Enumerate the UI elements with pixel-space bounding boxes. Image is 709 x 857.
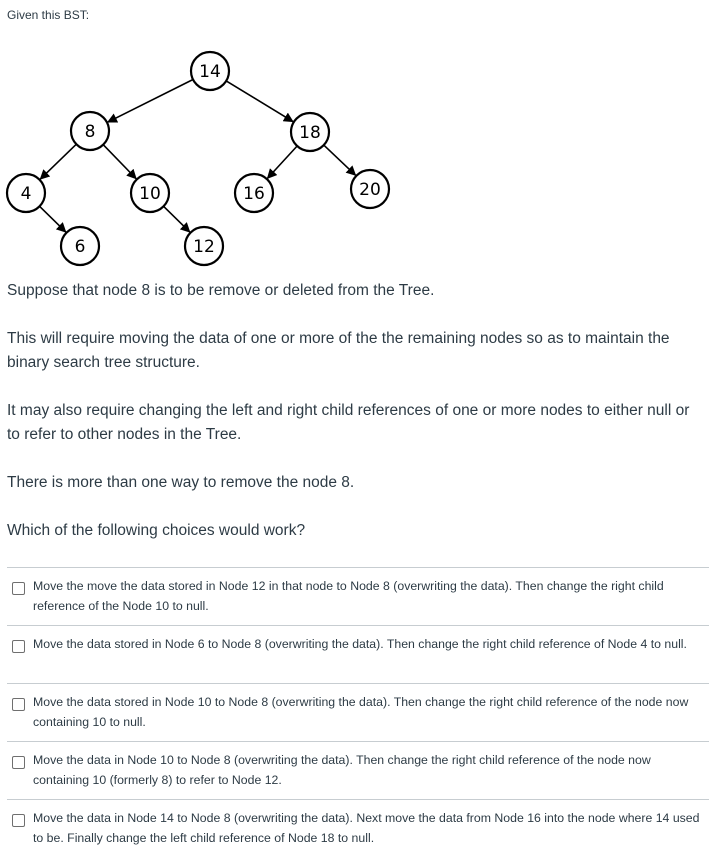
- answer-text: Move the move the data stored in Node 12 in that node to Node 8 (overwriting the data). Then change the right child reference of the Node 10 to null.: [33, 579, 664, 613]
- question-paragraph-move-data: This will require moving the data of one or more of the the remaining nodes so as to maintain the binary search tree structure.: [7, 330, 670, 371]
- edge-14-to-18: [226, 81, 293, 122]
- tree-node-label: 8: [84, 122, 96, 142]
- tree-node-label: 6: [74, 237, 86, 257]
- tree-node-label: 20: [359, 180, 381, 200]
- tree-node-8: [71, 112, 109, 150]
- edge-8-to-4: [40, 144, 76, 179]
- question-intro: Given this BST:: [7, 8, 90, 22]
- edge-4-to-6: [40, 206, 66, 232]
- answer-option-5[interactable]: [7, 799, 709, 857]
- question-paragraph-more-than-one: There is more than one way to remove the node 8.: [7, 474, 355, 491]
- question-prompt: Which of the following choices would work?: [7, 522, 306, 539]
- answer-checkbox[interactable]: [12, 756, 25, 769]
- answer-list: [7, 567, 709, 857]
- tree-node-6: [61, 227, 99, 265]
- tree-node-18: [291, 113, 329, 151]
- tree-node-20: [351, 170, 389, 208]
- answer-checkbox[interactable]: [12, 814, 25, 827]
- tree-node-label: 16: [243, 184, 265, 204]
- tree-node-14: [191, 52, 229, 90]
- tree-node-label: 4: [20, 184, 32, 204]
- tree-node-label: 12: [193, 237, 215, 257]
- answer-checkbox[interactable]: [12, 698, 25, 711]
- question-paragraph-remove: Suppose that node 8 is to be remove or deleted from the Tree.: [7, 282, 435, 299]
- tree-node-4: [7, 174, 45, 212]
- tree-node-10: [131, 174, 169, 212]
- tree-node-label: 10: [139, 184, 161, 204]
- answer-text: Move the data in Node 14 to Node 8 (overwriting the data). Next move the data from Node 16 into the node where 14 used to be. Finally change the left child reference of Node 18 to null.: [33, 811, 700, 845]
- tree-node-12: [185, 227, 223, 265]
- answer-text: Move the data stored in Node 10 to Node 8 (overwriting the data). Then change the right child reference of the node now containing 10 to null.: [33, 695, 689, 729]
- answer-text: Move the data stored in Node 6 to Node 8 (overwriting the data). Then change the right child reference of Node 4 to null.: [33, 637, 687, 651]
- question-paragraph-references: It may also require changing the left and right child references of one or more nodes to either null or to refer to other nodes in the Tree.: [7, 402, 690, 443]
- answer-option-2[interactable]: [7, 625, 709, 683]
- edge-10-to-12: [164, 206, 190, 232]
- answer-checkbox[interactable]: [12, 582, 25, 595]
- answer-option-1[interactable]: [7, 567, 709, 625]
- bst-diagram: [0, 40, 400, 272]
- tree-node-label: 18: [299, 123, 321, 143]
- tree-node-label: 14: [199, 62, 221, 82]
- answer-option-3[interactable]: [7, 683, 709, 741]
- tree-node-16: [235, 174, 273, 212]
- edge-18-to-16: [268, 146, 298, 178]
- edge-18-to-20: [324, 145, 356, 175]
- answer-checkbox[interactable]: [12, 640, 25, 653]
- answer-option-4[interactable]: [7, 741, 709, 799]
- edge-8-to-10: [103, 145, 136, 179]
- edge-14-to-8: [108, 79, 193, 122]
- answer-text: Move the data in Node 10 to Node 8 (overwriting the data). Then change the right child reference of the node now containing 10 (formerly 8) to refer to Node 12.: [33, 753, 651, 787]
